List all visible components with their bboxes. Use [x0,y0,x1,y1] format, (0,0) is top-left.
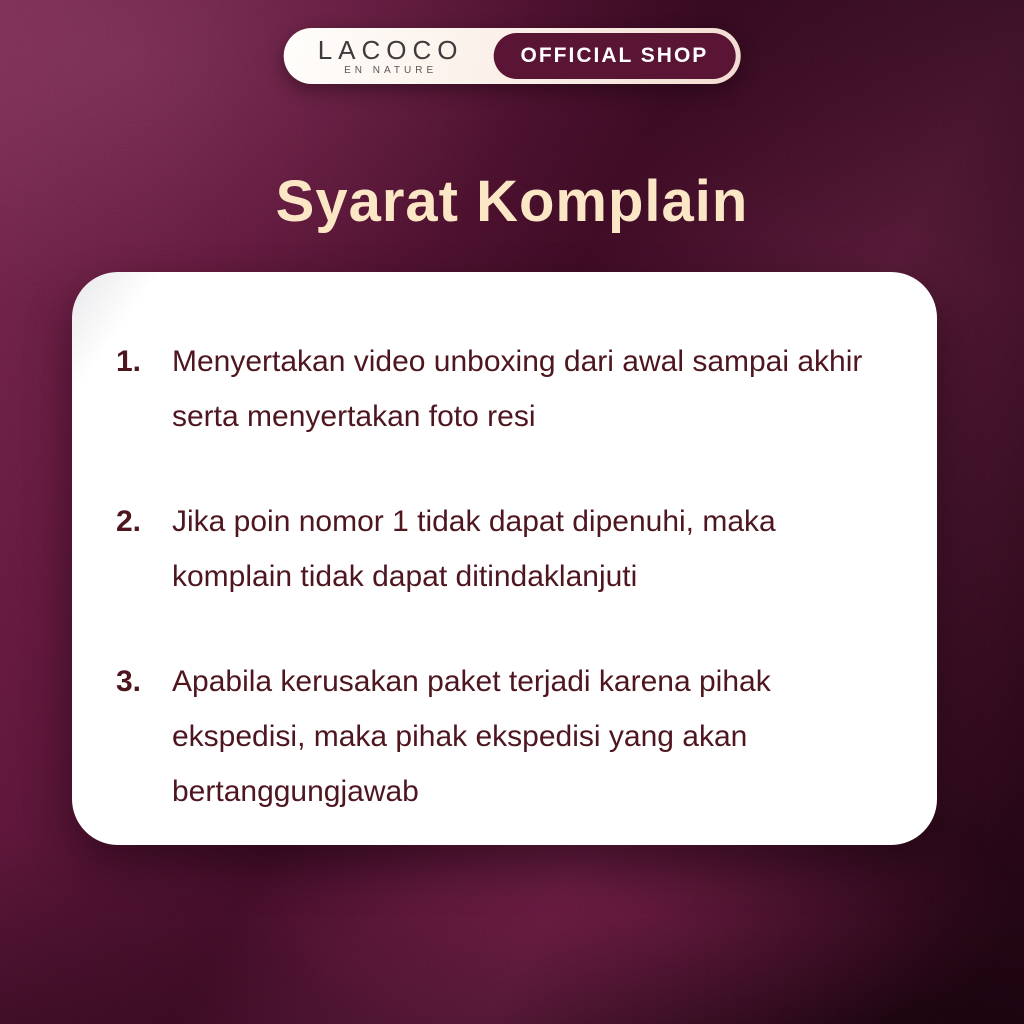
brand-badge [284,28,741,84]
list-item [116,334,881,444]
list-item-text: Jika poin nomor 1 tidak dapat dipenuhi, maka komplain tidak dapat ditindaklanjuti [172,505,776,593]
list-item-number: 1. [116,345,142,378]
official-shop-label: OFFICIAL SHOP [520,44,709,67]
brand-logo [284,34,494,76]
list-item-number: 3. [116,665,142,698]
brand-name: LACOCO [317,34,464,65]
complaint-rules-list [116,334,881,819]
complaint-terms-card [72,272,937,845]
official-shop-pill [494,33,736,79]
list-item [116,654,881,819]
page-title: Syarat Komplain [275,169,749,234]
list-item [116,494,881,604]
brand-tagline: EN NATURE [344,64,438,76]
list-item-text: Menyertakan video unboxing dari awal sampai akhir serta menyertakan foto resi [172,345,863,433]
list-item-number: 2. [116,505,142,538]
list-item-text: Apabila kerusakan paket terjadi karena pihak ekspedisi, maka pihak ekspedisi yang akan bertanggungjawab [172,665,771,808]
